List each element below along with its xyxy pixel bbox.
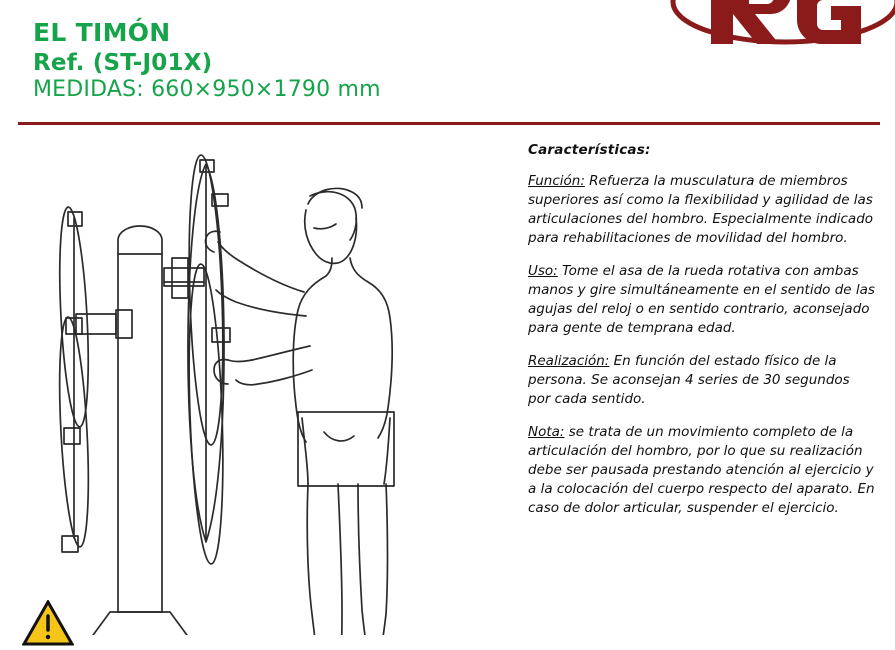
characteristic-funcion xyxy=(528,172,876,249)
characteristic-nota xyxy=(528,423,876,519)
characteristic-realizacion xyxy=(528,352,876,409)
exercise-machine-illustration xyxy=(14,132,484,635)
characteristic-nota-text: se trata de un movimiento completo de la articulación del hombro, por lo que su realización debe ser pausada prestando atención al ejercicio y a la colocación del cuerpo respecto del aparato. En caso de dolor articular, suspender el ejercicio. xyxy=(528,423,875,517)
product-measures: MEDIDAS: 660×950×1790 mm xyxy=(33,76,381,102)
characteristic-nota-label: Nota: xyxy=(528,423,565,440)
rg-logo xyxy=(665,0,895,60)
product-reference: Ref. (ST-J01X) xyxy=(33,49,213,76)
title-block xyxy=(33,18,381,103)
characteristics-section xyxy=(528,142,876,532)
page-header xyxy=(0,0,895,120)
page-content xyxy=(0,128,895,635)
characteristics-heading: Características: xyxy=(528,142,651,158)
page-title: EL TIMÓN xyxy=(33,18,171,47)
warning-triangle-icon xyxy=(22,600,74,646)
characteristic-realizacion-text: En función del estado físico de la persona. Se aconsejan 4 series de 30 segundos por cada sentido. xyxy=(528,352,850,408)
characteristic-uso-label: Uso: xyxy=(528,262,558,279)
characteristic-uso xyxy=(528,262,876,339)
characteristic-realizacion-label: Realización: xyxy=(528,352,610,369)
characteristic-funcion-label: Función: xyxy=(528,172,585,189)
characteristic-funcion-text: Refuerza la musculatura de miembros superiores así como la flexibilidad y agilidad de las articulaciones del hombro. Especialmente indicado para rehabilitaciones de movilidad del hombro. xyxy=(528,172,874,246)
characteristic-uso-text: Tome el asa de la rueda rotativa con ambas manos y gire simultáneamente en el sentido de las agujas del reloj o en sentido contrario, aconsejado para gente de temprana edad. xyxy=(528,262,875,337)
header-divider xyxy=(18,122,880,125)
